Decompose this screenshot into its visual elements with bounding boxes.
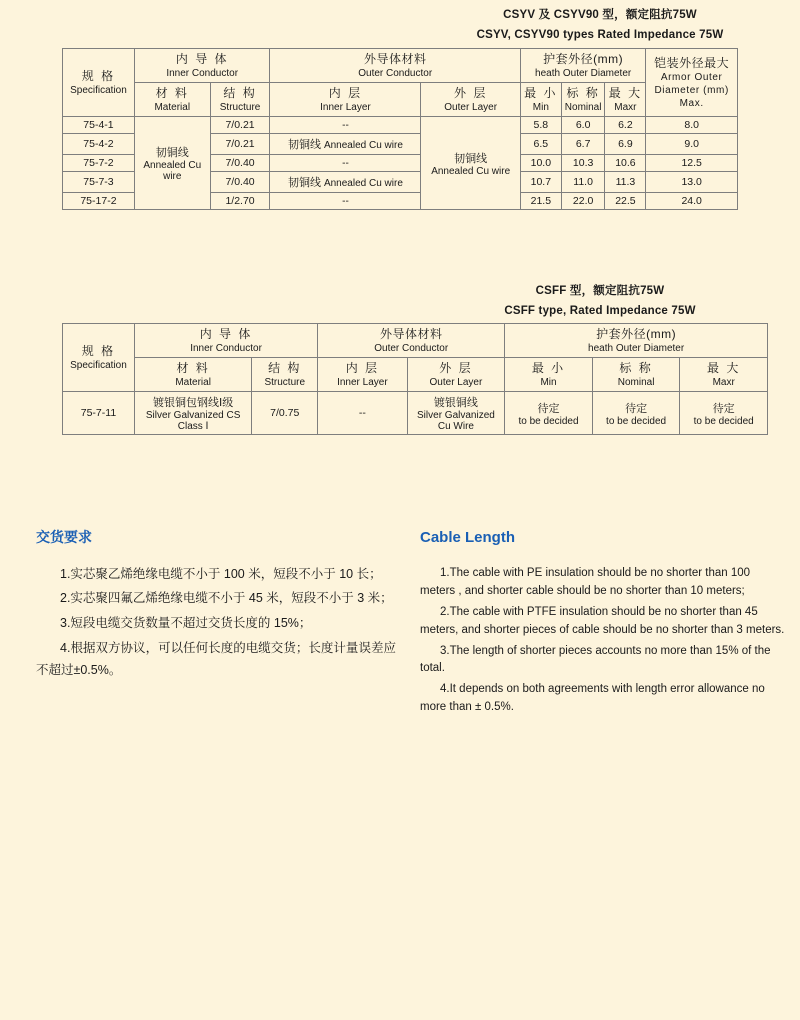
cable-length-item-en: 1.The cable with PE insulation should be no shorter than 100 meters , and shorter cable should be no shorter than 10 meters; [420, 567, 751, 598]
cell-structure: 7/0.75 [252, 392, 318, 435]
cell-spec: 75-4-1 [63, 117, 135, 134]
header-specification: 规 格 Specification [63, 49, 135, 117]
table2-caption-en: CSFF type, Rated Impedance 75W [504, 304, 696, 317]
cell-min: 待定 to be decided [505, 392, 593, 435]
cell-armor: 13.0 [646, 172, 738, 193]
cell-structure: 7/0.21 [210, 134, 270, 155]
cell-min: 21.5 [520, 193, 561, 210]
cable-length-heading-en: Cable Length [420, 529, 516, 546]
cell-structure: 7/0.40 [210, 155, 270, 172]
table-header-row [63, 49, 738, 83]
header-inner-layer: 内 层 Inner Layer [318, 358, 407, 392]
cell-min: 10.0 [520, 155, 561, 172]
cell-inner-layer: -- [318, 392, 407, 435]
cell-nominal: 待定 to be decided [592, 392, 680, 435]
delivery-item-cn: 3.短段电缆交货数量不超过交货长度的 15%； [60, 616, 312, 631]
header-inner-conductor: 内 导 体 Inner Conductor [134, 324, 317, 358]
cell-max: 6.9 [605, 134, 646, 155]
cell-nominal: 22.0 [561, 193, 605, 210]
cable-length-item-en: 2.The cable with PTFE insulation should be no shorter than 45 meters, and shorter pieces of cable should be no shorter than 3 meters. [420, 605, 785, 636]
cell-max: 10.6 [605, 155, 646, 172]
cell-structure: 1/2.70 [210, 193, 270, 210]
cell-nominal: 11.0 [561, 172, 605, 193]
header-specification: 规 格 Specification [63, 324, 135, 392]
cell-nominal: 10.3 [561, 155, 605, 172]
cell-max: 6.2 [605, 117, 646, 134]
table2-caption [400, 282, 800, 321]
table-subheader-row [63, 358, 768, 392]
cell-inner-layer: -- [270, 155, 421, 172]
table1-caption-en: CSYV, CSYV90 types Rated Impedance 75W [476, 28, 724, 41]
cell-material: 镀银铜包钢线Ⅰ级 Silver Galvanized CS Class Ⅰ [134, 392, 251, 435]
header-outer-conductor: 外导体材料 Outer Conductor [318, 324, 505, 358]
cell-inner-layer: 韧铜线 Annealed Cu wire [270, 134, 421, 155]
cable-length-en [420, 525, 786, 720]
header-nominal: 标 称 Nominal [561, 83, 605, 117]
cell-min: 6.5 [520, 134, 561, 155]
cell-nominal: 6.7 [561, 134, 605, 155]
cable-length-item-en: 4.It depends on both agreements with length error allowance no more than ± 0.5%. [420, 683, 765, 713]
delivery-item-cn: 2.实芯聚四氟乙烯绝缘电缆不小于 45 米，短段不小于 3 米； [60, 591, 393, 606]
header-outer-layer: 外 层 Outer Layer [407, 358, 505, 392]
header-max: 最 大 Maxr [680, 358, 768, 392]
csff-spec-table [62, 323, 768, 435]
cell-spec: 75-7-11 [63, 392, 135, 435]
table1-caption-cn: CSYV 及 CSYV90 型，额定阻抗75W [503, 9, 697, 21]
header-inner-layer: 内 层 Inner Layer [270, 83, 421, 117]
cell-max: 22.5 [605, 193, 646, 210]
cell-outer-layer: 韧铜线 Annealed Cu wire [421, 117, 520, 210]
header-min: 最 小 Min [505, 358, 593, 392]
cell-spec: 75-7-3 [63, 172, 135, 193]
cell-inner-layer: 韧铜线 Annealed Cu wire [270, 172, 421, 193]
cell-armor: 24.0 [646, 193, 738, 210]
cell-max: 11.3 [605, 172, 646, 193]
cell-armor: 8.0 [646, 117, 738, 134]
cell-min: 5.8 [520, 117, 561, 134]
cell-structure: 7/0.21 [210, 117, 270, 134]
header-structure: 结 构 Structure [210, 83, 270, 117]
cell-min: 10.7 [520, 172, 561, 193]
delivery-item-cn: 1.实芯聚乙烯绝缘电缆不小于 100 米，短段不小于 10 长； [60, 566, 382, 581]
header-sheath-outer-diameter: 护套外径(mm) heath Outer Diameter [520, 49, 645, 83]
table-subheader-row [63, 83, 738, 117]
csyv-spec-table [62, 48, 738, 210]
header-sheath-outer-diameter: 护套外径(mm) heath Outer Diameter [505, 324, 768, 358]
cell-structure: 7/0.40 [210, 172, 270, 193]
header-nominal: 标 称 Nominal [592, 358, 680, 392]
cable-length-item-en: 3.The length of shorter pieces accounts no more than 15% of the total. [420, 644, 771, 675]
header-structure: 结 构 Structure [252, 358, 318, 392]
cell-spec: 75-7-2 [63, 155, 135, 172]
delivery-heading-cn: 交货要求 [36, 529, 92, 545]
cell-armor: 12.5 [646, 155, 738, 172]
cell-material: 韧铜线 Annealed Cu wire [134, 117, 210, 210]
header-material: 材 料 Material [134, 83, 210, 117]
table-row [63, 392, 768, 435]
cell-outer-layer: 镀银铜线 Silver Galvanized Cu Wire [407, 392, 505, 435]
header-outer-conductor: 外导体材料 Outer Conductor [270, 49, 520, 83]
cell-armor: 9.0 [646, 134, 738, 155]
delivery-requirements-cn [36, 525, 396, 685]
cell-nominal: 6.0 [561, 117, 605, 134]
header-min: 最 小 Min [520, 83, 561, 117]
cell-max: 待定 to be decided [680, 392, 768, 435]
table-row [63, 117, 738, 134]
table-header-row [63, 324, 768, 358]
table1-caption [400, 6, 800, 45]
table2-wrapper [62, 323, 768, 435]
header-inner-conductor: 内 导 体 Inner Conductor [134, 49, 270, 83]
cell-inner-layer: -- [270, 117, 421, 134]
cell-spec: 75-17-2 [63, 193, 135, 210]
cell-spec: 75-4-2 [63, 134, 135, 155]
delivery-item-cn: 4.根据双方协议，可以任何长度的电缆交货；长度计量误差应不超过±0.5%。 [36, 641, 396, 677]
header-armor-outer-diameter: 铠装外径最大 Armor Outer Diameter (mm) Max. [646, 49, 738, 117]
header-max: 最 大 Maxr [605, 83, 646, 117]
header-material: 材 料 Material [134, 358, 251, 392]
table1-wrapper [62, 48, 738, 210]
cell-inner-layer: -- [270, 193, 421, 210]
table2-caption-cn: CSFF 型，额定阻抗75W [535, 285, 665, 297]
header-outer-layer: 外 层 Outer Layer [421, 83, 520, 117]
